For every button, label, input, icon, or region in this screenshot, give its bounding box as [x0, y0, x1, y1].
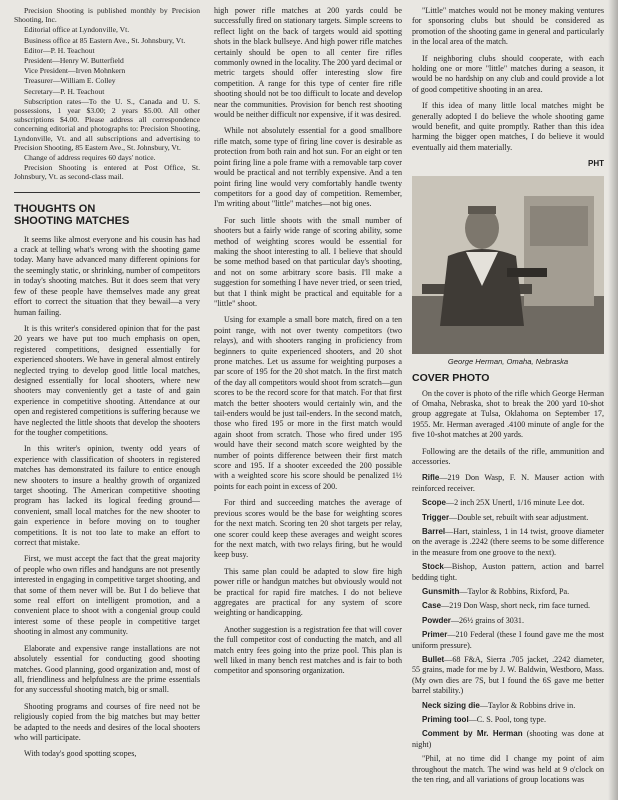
- article-paragraph: While not absolutely essential for a good smallbore rifle match, some type of firing line cover is desirable as protection from both rain and hot sun. For an eight or ten point firing line a pole frame with a removable tarp cover would be practical and not terribly expensive. And a ten point firing line would very comfortably handle twenty competitors for a good day of competition. Remember, I'm writing about "little" matches—not big ones.: [214, 126, 402, 209]
- spec-item: Gunsmith—Taylor & Robbins, Rixford, Pa.: [422, 587, 570, 596]
- article-paragraph: Another suggestion is a registration fee that will cover the full competitor cost of conducting the match, and all match entry fees going into the prize pool. This plan is well liked in many bench rest matches and is fair to both competitor and sponsoring organization.: [214, 624, 402, 676]
- photo-caption: George Herman, Omaha, Nebraska: [447, 356, 569, 366]
- article-signature: PHT: [588, 159, 604, 169]
- article-paragraph: high power rifle matches at 200 yards could be successfully fired on stationary targets. Simple screens to reflect light on the back of targets would aid spotting shots in the black bullseye. And high power rifle matches certainly should be open to all center fire rifles commonly owned in the locality. The 200 yard decimal or metric targets should offer interesting slow fire competition. A range for this type of center fire rifle shooting should not be too difficult to locate and develop near the communities. Provision for bench rest shooting would be neither difficult nor expensive, if it was desired.: [214, 6, 402, 120]
- column-right: [412, 6, 604, 796]
- cover-photo-details-intro: Following are the details of the rifle, ammunition and accessories.: [412, 446, 604, 466]
- cover-photo-intro: On the cover is photo of the rifle which George Herman of Omaha, Nebraska, shot to break the 200 yard 10-shot group aggregate at Tulsa, Oklahoma on September 17, 1955. Mr. Herman averaged .4100 minute of angle for the five 10-shot matches at 200 yards.: [412, 388, 604, 440]
- article-title: [14, 203, 200, 227]
- masthead: [14, 6, 200, 182]
- masthead-line: Secretary—P. H. Teachout: [24, 86, 105, 96]
- article-paragraph: If this idea of many little local matches might be generally adopted I do believe the whole shooting game would benefit, and quite promptly. Rather than this idea harming the bigger open matches, I do believe it would eventually aid them materially.: [412, 101, 604, 152]
- masthead-line: President—Henry W. Butterfield: [24, 56, 124, 66]
- article-paragraph: Elaborate and expensive range installations are not absolutely essential for conducting good shooting matches. Good planning, good organization and, most of all, friendliness and helpfulness are the prime essentials for any successful shooting match, big or small.: [14, 643, 200, 695]
- portrait-photo-illustration: [412, 176, 604, 354]
- article-paragraph: If neighboring clubs should cooperate, with each holding one or more "little" matches during a season, it would be no hardship on any club and could provide a lot of good competitive shooting in an area.: [412, 53, 604, 94]
- spec-item: Powder—26½ grains of 3031.: [422, 615, 524, 625]
- spec-item: Priming tool—C. S. Pool, tong type.: [422, 715, 547, 725]
- article-paragraph: For third and succeeding matches the average of previous scores would be the base for weighting scores for the next match. Scoring ten 20 shot targets per relay, one scorer could keep these averages and weight scores for the next match, with two relays firing, but he would keep busy.: [214, 498, 402, 560]
- spec-item: Barrel—Hart, stainless, 1 in 14 twist, groove diameter on the average is .2242 (there seems to be some difference in the measure from one groove to the next).: [412, 526, 604, 557]
- spec-item: Neck sizing die—Taylor & Robbins drive in.: [422, 700, 576, 710]
- column-middle: [214, 6, 402, 796]
- article-paragraph: With today's good spotting scopes,: [24, 749, 137, 759]
- comment-text: "Phil, at no time did I change my point of aim throughout the match. The wind was held at 9 o'clock on the ten ring, and all variations of group locations was: [412, 754, 604, 785]
- article-paragraph: For such little shoots with the small number of shooters but a fairly wide range of scoring ability, some method of weighting scores would be essential for making the shoot interesting to all. I believe that should be some method based on that particular day's shooting, and not on some arbitrary score basis. I'll make a suggestion for something I have never tried, or seen tried, but that I think might be practical and equitable for a "little" shoot.: [214, 215, 402, 308]
- spec-item: Case—219 Don Wasp, short neck, rim face turned.: [422, 601, 591, 611]
- cover-photo-heading: COVER PHOTO: [412, 372, 490, 385]
- column-left: [14, 6, 200, 796]
- page-edge-shadow: [608, 0, 618, 800]
- article-title-line2: SHOOTING MATCHES: [14, 214, 130, 227]
- masthead-line: Change of address requires 60 days' notice.: [24, 153, 156, 163]
- divider: [14, 192, 200, 193]
- article-paragraph: Using for example a small bore match, fired on a ten point range, with not over twenty competitors (two relays), and with shooters ranging in proficiency from beginners to quite experienced shooters, and 20 shot prone matches. Let us assume for weighting purposes a par score of 195 for the 20 shot match. In the first match of the day all competitors would shoot from scratch—gun scores to be the record score for that match. For that first match the better shooters would certainly win, and the tail-enders would be just tail-enders. In the second match, those who fired 195 or more in the first match would again shoot from scratch. Those who fired under 195 would have their second match score weighted by the number of points difference between their first match score and 195. If a shooter exceeded the 200 possible with a weighted score his score should be penalized 1½ points for each point in excess of 200.: [214, 315, 402, 491]
- article-paragraph: In this writer's opinion, twenty odd years of experience with classification of shooters in registered matches has demonstrated its failure to entice enough new shooters to insure a healthy growth of organized target shooting. The American competitive shooting program has lacked its logical feeding ground—convenient, small local matches for the new shooter to gain experience in before moving on to tougher competitions. It is not too late to make an effort to correct that mistake.: [14, 444, 200, 548]
- article-paragraph: Shooting programs and courses of fire need not be religiously copied from the big matches but may better be adapted to the needs and desires of the local shooters who will participate.: [14, 701, 200, 742]
- article-paragraph: This same plan could be adapted to slow fire high power rifle or handgun matches but obviously would not be practical for rapid fire matches. I do not believe aggregates are practical for any system of score weighting or handicapping.: [214, 566, 402, 618]
- spec-item: Scope—2 inch 25X Unertl, 1/16 minute Lee dot.: [422, 498, 585, 508]
- masthead-line: Editor—P. H. Teachout: [24, 45, 95, 55]
- spec-item: Rifle—219 Don Wasp, F. N. Mauser action with reinforced receiver.: [412, 473, 604, 493]
- article-paragraph: "Little" matches would not be money making ventures for sponsoring clubs but should be considered as promotion of the shooting game in general and particularly in the local area of the match.: [412, 6, 604, 47]
- masthead-line: Subscription rates—To the U. S., Canada and U. S. possessions, 1 year $3.00; 2 years $5.00. All other subscriptions $4.00. Please address all correspondence concerning editorial and photographs to: Precision Shooting, Lyndonville, Vt. and all subscriptions and advertising to Precision Shooting, 85 Eastern Ave., St. Johnsbury, Vt.: [14, 96, 200, 152]
- article-paragraph: It seems like almost everyone and his cousin has had a crack at telling what's wrong with the shooting game today. Many have advanced many different opinions for the seemingly static, or shrinking, number of competitors in today's shooting matches. But it does seem that very few of these people have themselves made any great effort to correct the situation that they bewail—a very human failing.: [14, 234, 200, 317]
- spec-item: Trigger—Double set, rebuilt with sear adjustment.: [422, 512, 589, 522]
- masthead-line: Precision Shooting is published monthly by Precision Shooting, Inc.: [14, 6, 200, 25]
- masthead-line: Business office at 85 Eastern Ave., St. Johnsbury, Vt.: [24, 35, 186, 45]
- article-paragraph: First, we must accept the fact that the great majority of people who own rifles and handguns are not presently interested in engaging in competitive target shooting, and that some of them never will be. But I do believe that some real effort on intelligent promotion, and a convenient place to shoot with a congenial group could interest some of these people in competitive target shooting in almost any community.: [14, 554, 200, 637]
- spec-item: Primer—210 Federal (these I found gave me the most uniform pressure).: [412, 630, 604, 650]
- masthead-line: Vice President—Irven Mohnkern: [24, 66, 126, 76]
- spec-item: Bullet—68 F&A, Sierra .705 jacket, .2242 diameter, 55 grains, made for me by J. W. Baldwin, Westboro, Mass. (My own dies are 7S, but I found the 6S gave me better barrel stability.): [412, 655, 604, 696]
- masthead-line: Precision Shooting is entered at Post Office, St. Johnsbury, Vt. as second-class mail.: [14, 163, 200, 182]
- article-title-line1: THOUGHTS ON: [14, 202, 96, 215]
- masthead-line: Editorial office at Lyndonville, Vt.: [24, 25, 130, 35]
- masthead-line: Treasurer—William E. Colley: [24, 76, 116, 86]
- comment-heading: Comment by Mr. Herman (shooting was done at night): [412, 729, 604, 749]
- article-paragraph: It is this writer's considered opinion that for the past 20 years we have put too much emphasis on open, registered competitions, designed essentially for experienced shooters. We have in general almost entirely neglected trying to develop good little local matches, designed essentially for local shooters, where new shooters may conveniently get a taste of and gain experience in competitive shooting. Attendance at our open and registered competitions is suffering because we have neglected the little shoots that develop the shooters for the tougher competitions.: [14, 323, 200, 437]
- portrait-photo: [412, 176, 604, 354]
- spec-item: Stock—Bishop, Auston pattern, action and barrel bedding tight.: [412, 562, 604, 582]
